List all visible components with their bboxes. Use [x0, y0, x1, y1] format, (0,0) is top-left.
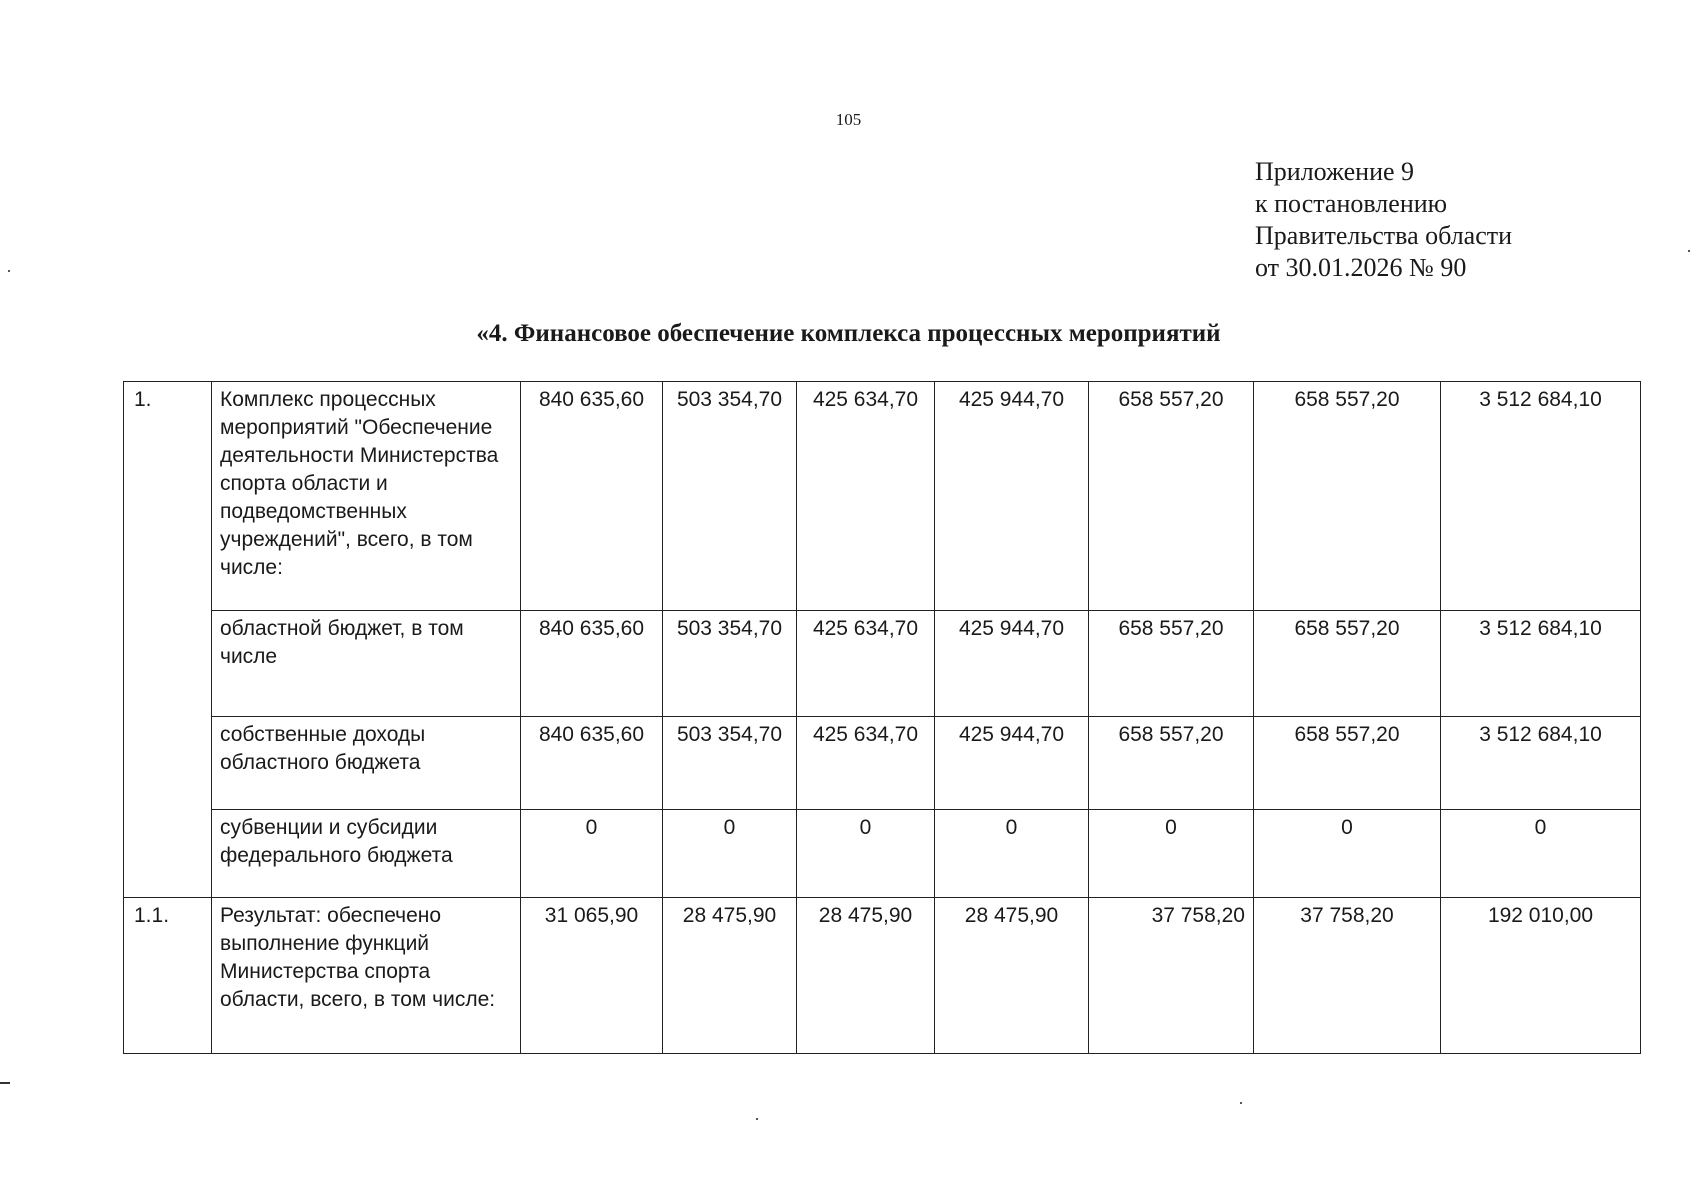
appendix-line-2: к постановлению: [1255, 189, 1448, 218]
value-cell: 0: [1089, 810, 1254, 898]
value-cell: 31 065,90: [521, 898, 663, 1054]
value-cell: 0: [663, 810, 797, 898]
row-label: Комплекс процессных мероприятий "Обеспечение деятельности Министерства спорта области и подведомственных учреждений", всего, в том числе:: [212, 382, 521, 611]
table-row: [124, 717, 1641, 810]
value-cell: 0: [521, 810, 663, 898]
row-label: Результат: обеспечено выполнение функций Министерства спорта области, всего, в том числе:: [212, 898, 521, 1054]
table-row: [124, 898, 1641, 1054]
row-number: 1.1.: [124, 898, 212, 1054]
appendix-line-4: от 30.01.2026 № 90: [1255, 253, 1467, 282]
value-cell: 658 557,20: [1089, 717, 1254, 810]
value-cell: 840 635,60: [521, 717, 663, 810]
table-row: [124, 810, 1641, 898]
value-cell: 425 944,70: [935, 611, 1089, 717]
value-cell: 3 512 684,10: [1441, 382, 1641, 611]
value-cell: 192 010,00: [1441, 898, 1641, 1054]
scan-speck: [1688, 250, 1690, 252]
value-cell: 3 512 684,10: [1441, 717, 1641, 810]
table-row: [124, 611, 1641, 717]
row-number: 1.: [124, 382, 212, 898]
value-cell: 503 354,70: [663, 611, 797, 717]
value-cell: 37 758,20: [1254, 898, 1441, 1054]
financing-table: [123, 381, 1641, 1054]
value-cell: 840 635,60: [521, 611, 663, 717]
value-cell: 425 634,70: [797, 611, 935, 717]
value-cell: 840 635,60: [521, 382, 663, 611]
value-cell: 37 758,20: [1089, 898, 1254, 1054]
scan-speck: [1240, 1102, 1242, 1104]
value-cell: 658 557,20: [1254, 717, 1441, 810]
value-cell: 503 354,70: [663, 717, 797, 810]
value-cell: 425 944,70: [935, 717, 1089, 810]
value-cell: 28 475,90: [663, 898, 797, 1054]
value-cell: 0: [1254, 810, 1441, 898]
value-cell: 425 634,70: [797, 717, 935, 810]
value-cell: 0: [797, 810, 935, 898]
scan-speck: [756, 1118, 758, 1120]
value-cell: 658 557,20: [1254, 611, 1441, 717]
value-cell: 503 354,70: [663, 382, 797, 611]
value-cell: 658 557,20: [1089, 611, 1254, 717]
row-label: областной бюджет, в том числе: [212, 611, 521, 717]
appendix-line-3: Правительства области: [1255, 221, 1513, 250]
row-label: субвенции и субсидии федерального бюджета: [212, 810, 521, 898]
section-heading: «4. Финансовое обеспечение комплекса процессных мероприятий: [476, 320, 1221, 347]
value-cell: 3 512 684,10: [1441, 611, 1641, 717]
value-cell: 425 944,70: [935, 382, 1089, 611]
table-row: [124, 382, 1641, 611]
value-cell: 28 475,90: [797, 898, 935, 1054]
value-cell: 658 557,20: [1089, 382, 1254, 611]
appendix-line-1: Приложение 9: [1255, 157, 1415, 186]
scan-speck: [8, 270, 10, 272]
row-label: собственные доходы областного бюджета: [212, 717, 521, 810]
value-cell: 425 634,70: [797, 382, 935, 611]
value-cell: 658 557,20: [1254, 382, 1441, 611]
appendix-block: [1255, 156, 1512, 284]
value-cell: 0: [935, 810, 1089, 898]
scan-margin-mark: [0, 1082, 10, 1084]
page-number: 105: [835, 110, 862, 129]
value-cell: 0: [1441, 810, 1641, 898]
value-cell: 28 475,90: [935, 898, 1089, 1054]
